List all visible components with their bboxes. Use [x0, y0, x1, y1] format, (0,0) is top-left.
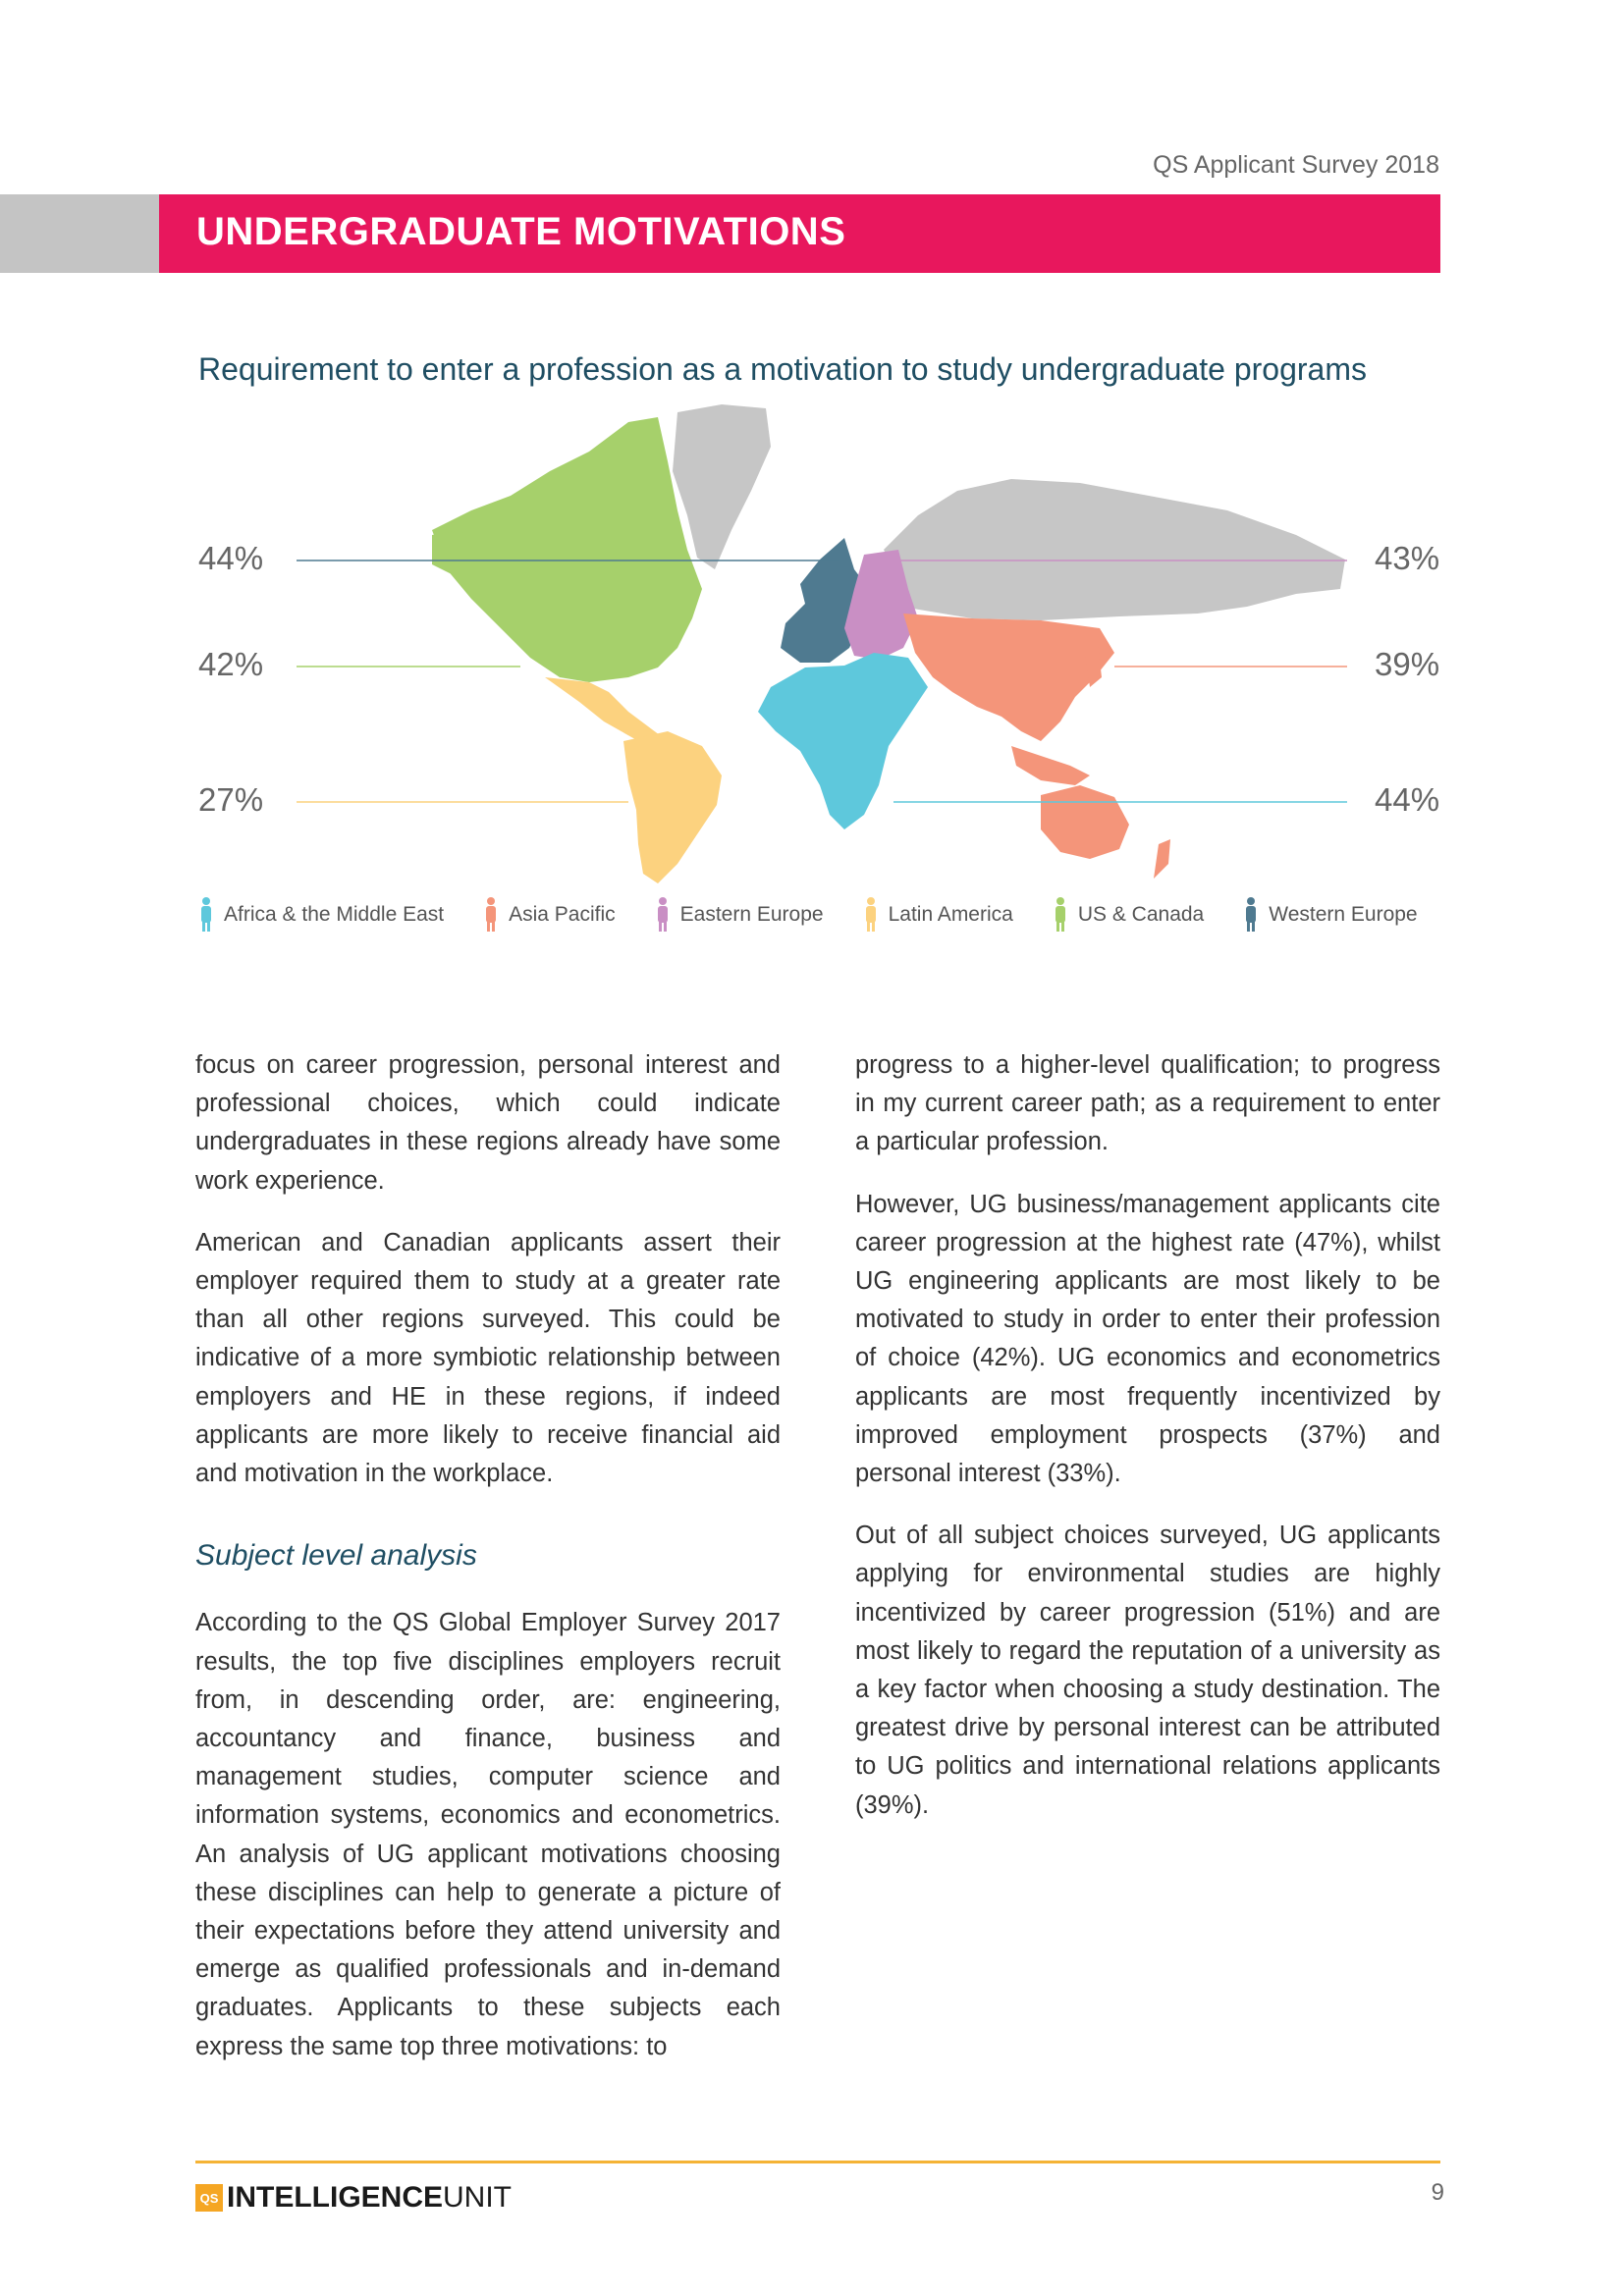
legend-label: Latin America	[888, 903, 1013, 926]
logo-text-bold: INTELLIGENCE	[227, 2181, 444, 2214]
world-map	[0, 0, 1624, 982]
qs-logo-mark: QS	[195, 2184, 223, 2212]
map-australia	[1041, 785, 1129, 859]
value-label-latin-america: 27%	[198, 781, 264, 818]
map-south-america	[623, 731, 722, 883]
person-icon	[1241, 896, 1261, 934]
page-number: 9	[1431, 2179, 1444, 2206]
person-icon	[653, 896, 673, 934]
paragraph: American and Canadian applicants assert their employer required them to study at a greater rate than all other regions surveyed. This could be indicative of a more symbiotic relationship between employers and HE in these regions, if indeed applicants are more likely to receive financial aid and motivation in the workplace.	[195, 1228, 781, 1488]
left-column	[195, 1046, 781, 2090]
map-russia	[884, 479, 1345, 620]
map-new-zealand	[1154, 839, 1170, 879]
paragraph: focus on career progression, personal interest and professional choices, which could indicate undergraduates in these regions already have some work experience.	[195, 1051, 781, 1195]
person-icon	[861, 896, 881, 934]
value-label-asia-pacific: 39%	[1375, 646, 1440, 682]
person-icon	[1051, 896, 1070, 934]
legend-item-western-europe	[1241, 896, 1417, 934]
legend-item-latin-america	[861, 896, 1013, 934]
legend-label: Eastern Europe	[679, 903, 824, 926]
section-subheading: Subject level analysis	[195, 1539, 477, 1573]
value-label-us-canada: 42%	[198, 646, 264, 682]
legend-label: Africa & the Middle East	[224, 903, 445, 926]
legend-label: Asia Pacific	[509, 903, 616, 926]
report-title: QS Applicant Survey 2018	[1153, 151, 1439, 179]
footer-logo	[195, 2181, 512, 2215]
map-africa-me	[758, 653, 928, 829]
value-label-africa-me: 44%	[1375, 781, 1440, 818]
logo-text-light: UNIT	[443, 2181, 513, 2214]
map-legend	[196, 895, 1443, 934]
chart-title: Requirement to enter a profession as a motivation to study undergraduate programs	[198, 351, 1367, 387]
paragraph: According to the QS Global Employer Survey 2017 results, the top five disciplines employers recruit from, in descending order, are: engineering, accountancy and finance, business and management studies, computer science and information systems, economics and econometrics. An analysis of UG applicant motivations choosing these disciplines can help to generate a picture of their expectations before they attend university and emerge as qualified professionals and in-demand graduates. Applicants to these subjects each express the same top three motivations: to	[195, 1609, 781, 2060]
legend-label: US & Canada	[1077, 903, 1205, 926]
paragraph: Out of all subject choices surveyed, UG applicants applying for environmental studies are highly incentivized by career progression (51%) and are most likely to regard the reputation of a university as a key factor when choosing a study destination. The greatest drive by personal interest can be attributed to UG politics and international relations applicants (39%).	[855, 1522, 1440, 1819]
legend-item-africa-me	[196, 896, 444, 934]
legend-item-eastern-europe	[653, 896, 824, 934]
map-se-asia	[1011, 746, 1090, 785]
map-asia-pacific	[903, 614, 1114, 741]
banner-title: UNDERGRADUATE MOTIVATIONS	[196, 210, 846, 253]
legend-label: Western Europe	[1269, 903, 1418, 926]
footer-divider	[195, 2161, 1440, 2163]
map-greenland	[673, 404, 771, 569]
person-icon	[196, 896, 216, 934]
paragraph: However, UG business/management applicants cite career progression at the highest rate (47%), whilst UG engineering applicants are most likely to be motivated to study in order to enter their profession of choice (42%). UG economics and econometrics applicants are most frequently incentivized by improved employment prospects (37%) and personal interest (33%).	[855, 1190, 1440, 1488]
paragraph: progress to a higher-level qualification; to progress in my current career path; as a requirement to enter a particular profession.	[855, 1051, 1440, 1156]
value-label-western-europe: 44%	[198, 540, 264, 576]
legend-item-asia-pacific	[481, 896, 616, 934]
legend-item-us-canada	[1051, 896, 1204, 934]
right-column	[855, 1046, 1440, 1848]
person-icon	[481, 896, 501, 934]
value-label-eastern-europe: 43%	[1375, 540, 1440, 576]
